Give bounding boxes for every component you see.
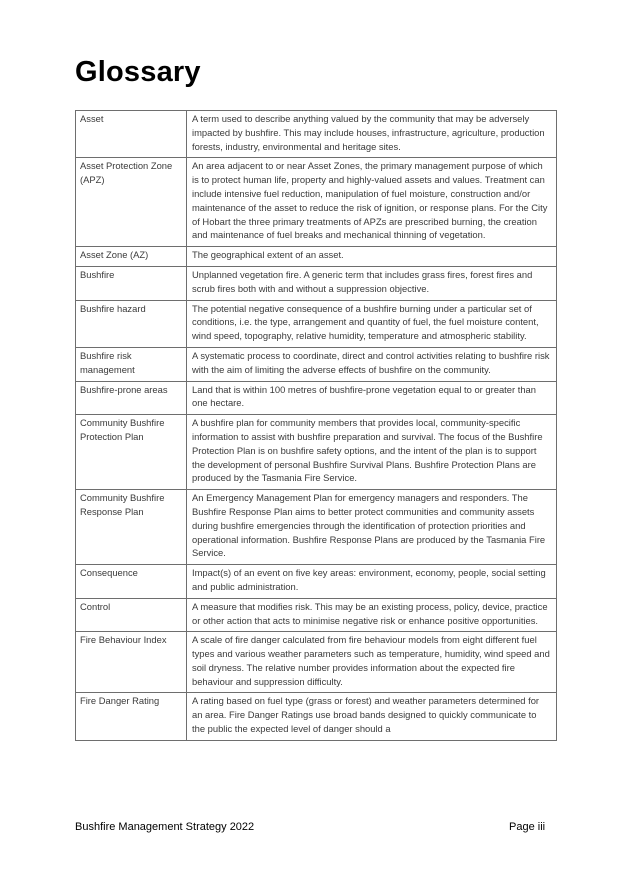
glossary-term: Community Bushfire Protection Plan [76, 415, 187, 490]
glossary-term: Fire Behaviour Index [76, 632, 187, 693]
glossary-table-body [76, 111, 557, 741]
glossary-definition: A scale of fire danger calculated from fire behaviour models from eight different fuel types and various weather parameters such as temperature, humidity, wind speed and soil dryness. The relative number provides information about the expected fire behaviour and suppression difficulty. [187, 632, 557, 693]
glossary-definition: A bushfire plan for community members that provides local, community-specific information to assist with bushfire preparation and survival. The focus of the Bushfire Protection Plan is on bushfire safety options, and the intent of the plan is to support the development of personal Bushfire Survival Plans. Bushfire Protection Plans are produced by the Tasmania Fire Service. [187, 415, 557, 490]
footer-document-title: Bushfire Management Strategy 2022 [75, 821, 255, 833]
glossary-row [76, 247, 557, 267]
glossary-row [76, 381, 557, 415]
glossary-row [76, 565, 557, 599]
glossary-definition: An area adjacent to or near Asset Zones, the primary management purpose of which is to protect human life, property and highly-valued assets and values. Treatment can include intensive fuel reduction, manipulation of fuel moisture, construction and/or maintenance of the asset to reduce the risk of ignition, or response plans. For the City of Hobart the three primary treatments of APZs are prescribed burning, the creation and maintenance of fuel breaks and mechanical thinning of vegetation. [187, 158, 557, 247]
glossary-term: Asset Protection Zone (APZ) [76, 158, 187, 247]
glossary-term: Consequence [76, 565, 187, 599]
glossary-row [76, 693, 557, 740]
glossary-row [76, 300, 557, 347]
glossary-definition: An Emergency Management Plan for emergency managers and responders. The Bushfire Response Plan aims to better protect communities and community assets during bushfire emergencies through the identification of protection priorities and operational information. Bushfire Response Plans are produced by the Tasmania Fire Service. [187, 490, 557, 565]
glossary-row [76, 111, 557, 158]
glossary-definition: A rating based on fuel type (grass or forest) and weather parameters determined for an area. Fire Danger Ratings use broad bands designed to quickly communicate to the public the expected level of danger should a [187, 693, 557, 740]
glossary-term: Bushfire risk management [76, 347, 187, 381]
glossary-definition: The geographical extent of an asset. [187, 247, 557, 267]
glossary-row [76, 598, 557, 632]
glossary-term: Bushfire hazard [76, 300, 187, 347]
glossary-definition: The potential negative consequence of a bushfire burning under a particular set of conditions, i.e. the type, arrangement and quantity of fuel, the fuel moisture content, wind speed, topography, relative humidity, temperature and atmospheric stability. [187, 300, 557, 347]
glossary-term: Asset [76, 111, 187, 158]
glossary-term: Bushfire [76, 266, 187, 300]
glossary-row [76, 158, 557, 247]
glossary-definition: Land that is within 100 metres of bushfire-prone vegetation equal to or greater than one hectare. [187, 381, 557, 415]
glossary-term: Asset Zone (AZ) [76, 247, 187, 267]
glossary-row [76, 490, 557, 565]
glossary-row [76, 415, 557, 490]
page-title: Glossary [75, 56, 201, 88]
glossary-definition: Unplanned vegetation fire. A generic term that includes grass fires, forest fires and scrub fires both with and without a suppression objective. [187, 266, 557, 300]
glossary-definition: A term used to describe anything valued by the community that may be adversely impacted by bushfire. This may include houses, infrastructure, agriculture, production forests, industry, environmental and heritage sites. [187, 111, 557, 158]
glossary-term: Community Bushfire Response Plan [76, 490, 187, 565]
footer-page-number: Page iii [509, 821, 546, 833]
glossary-definition: A measure that modifies risk. This may be an existing process, policy, device, practice or other action that acts to minimise negative risk or enhance positive opportunities. [187, 598, 557, 632]
glossary-term: Bushfire-prone areas [76, 381, 187, 415]
glossary-term: Control [76, 598, 187, 632]
glossary-row [76, 266, 557, 300]
glossary-definition: A systematic process to coordinate, direct and control activities relating to bushfire risk with the aim of limiting the adverse effects of bushfire on the community. [187, 347, 557, 381]
glossary-row [76, 632, 557, 693]
glossary-table [75, 110, 557, 741]
glossary-term: Fire Danger Rating [76, 693, 187, 740]
glossary-definition: Impact(s) of an event on five key areas: environment, economy, people, social setting and public administration. [187, 565, 557, 599]
glossary-row [76, 347, 557, 381]
